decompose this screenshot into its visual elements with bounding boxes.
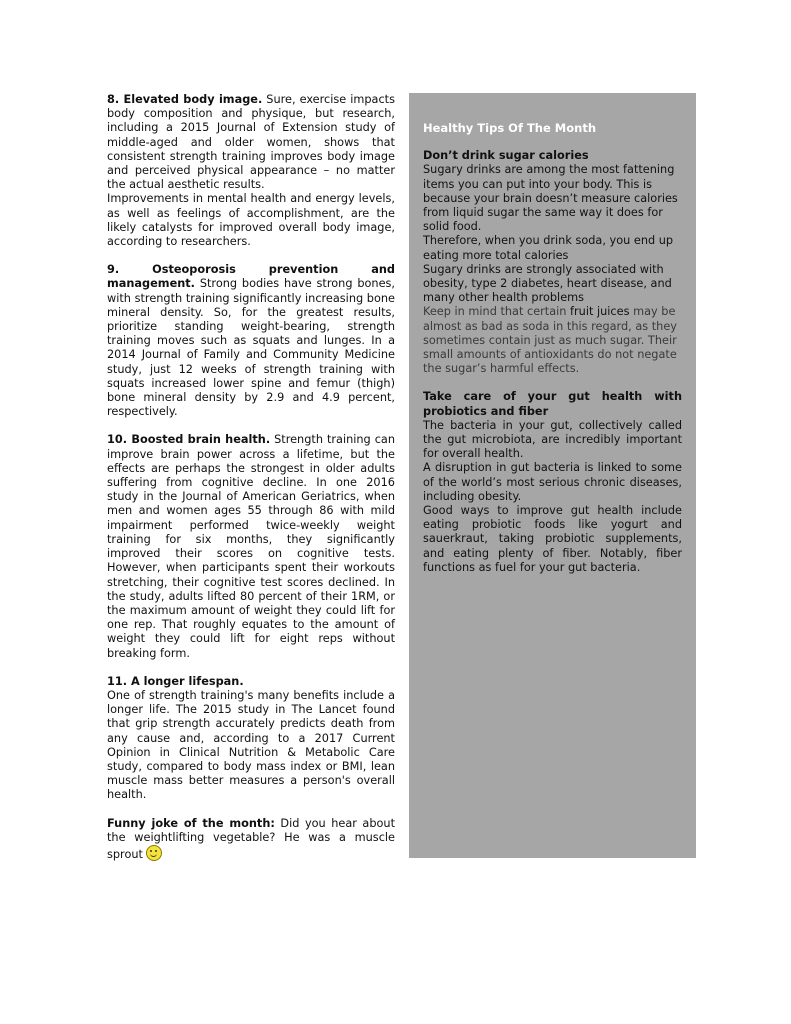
section-10 <box>107 433 395 660</box>
tip-1-paragraph-3: Sugary drinks are strongly associated with obesity, type 2 diabetes, heart disease, and many other health problems <box>423 262 672 305</box>
tip-2-paragraph-2: A disruption in gut bacteria is linked to some of the world’s most serious chronic diseases, including obesity. <box>423 461 682 503</box>
tip-1-paragraph-4: Keep in mind that certain fruit juices may be almost as bad as soda in this regard, as they sometimes contain just as much sugar. Their small amounts of antioxidants do not negate the sugar’s harmful effects. <box>423 305 677 376</box>
section-11-body: One of strength training's many benefits include a longer life. The 2015 study in The Lancet found that grip strength accurately predicts death from any cause and, according to a 2017 Current Opinion in Clinical Nutrition & Metabolic Care study, compared to body mass index or BMI, lean muscle mass better measures a person's overall health. <box>107 688 395 802</box>
fruit-juices-link[interactable]: fruit juices <box>570 305 630 319</box>
tip-2-paragraph-3: Good ways to improve gut health include eating probiotic foods like yogurt and sauerkraut, taking probiotic supplements, and eating plenty of fiber. Notably, fiber functions as fuel for your gut bacteria. <box>423 504 682 574</box>
tip-1-paragraph-1: Sugary drinks are among the most fattening items you can put into your body. This is because your brain doesn’t measure calories from liquid sugar the same way it does for solid food. <box>423 163 678 234</box>
section-10-body: Strength training can improve brain power across a lifetime, but the effects are perhaps the strongest in older adults suffering from cognitive decline. In one 2016 study in the Journal of American Geriatrics, when men and women ages 55 through 86 with mild impairment performed twice-weekly weight training for six months, they significantly improved their scores on cognitive tests. However, when participants spent their workouts stretching, their cognitive test scores declined. In the study, adults lifted 80 percent of their 1RM, or the maximum amount of weight they could lift for one rep. That roughly equates to the amount of weight they could lift for eight reps without breaking form. <box>107 433 395 660</box>
joke-heading: Funny joke of the month: <box>107 816 275 830</box>
section-10-heading: 10. Boosted brain health. <box>107 433 271 447</box>
section-8-heading: 8. Elevated body image. <box>107 93 263 106</box>
tip-1-heading: Don’t drink sugar calories <box>423 149 589 163</box>
tip-1-paragraph-2: Therefore, when you drink soda, you end up eating more total calories <box>423 234 674 262</box>
section-9-body: Strong bodies have strong bones, with strength training significantly increasing bone mineral density. So, for the greatest results, prioritize standing weight-bearing, strength training moves such as squats and lunges. In a 2014 Journal of Family and Community Medicine study, just 12 weeks of strength training with squats increased lower spine and femur (thigh) bone mineral density by 2.9 and 4.9 percent, respectively. <box>107 277 395 419</box>
tip-2-heading: Take care of your gut health with probiotics and fiber <box>423 390 682 418</box>
section-8 <box>107 93 395 192</box>
tip-2-paragraph-1: The bacteria in your gut, collectively called the gut microbiota, are incredibly important for overall health. <box>423 418 682 461</box>
joke-body: Did you hear about the weightlifting vegetable? He was a muscle sprout <box>107 816 396 861</box>
section-9-heading: 9. Osteoporosis prevention and management. <box>107 263 395 291</box>
winking-face-icon <box>146 845 162 861</box>
healthy-tips-sidebar <box>409 93 696 858</box>
sidebar-title: Healthy Tips Of The Month <box>423 121 597 135</box>
section-11-heading: 11. A longer lifespan. <box>107 674 244 688</box>
section-8-body-2: Improvements in mental health and energy levels, as well as feelings of accomplishment, are the likely catalysts for improved overall body image, according to researchers. <box>107 192 395 249</box>
section-8-body: Sure, exercise impacts body composition and physique, but research, including a 2015 Journal of Extension study of middle-aged and older women, shows that consistent strength training improves body image and perceived physical appearance – no matter the actual aesthetic results. <box>107 93 395 192</box>
joke <box>107 817 395 863</box>
article-column <box>107 93 395 862</box>
section-9 <box>107 263 395 419</box>
